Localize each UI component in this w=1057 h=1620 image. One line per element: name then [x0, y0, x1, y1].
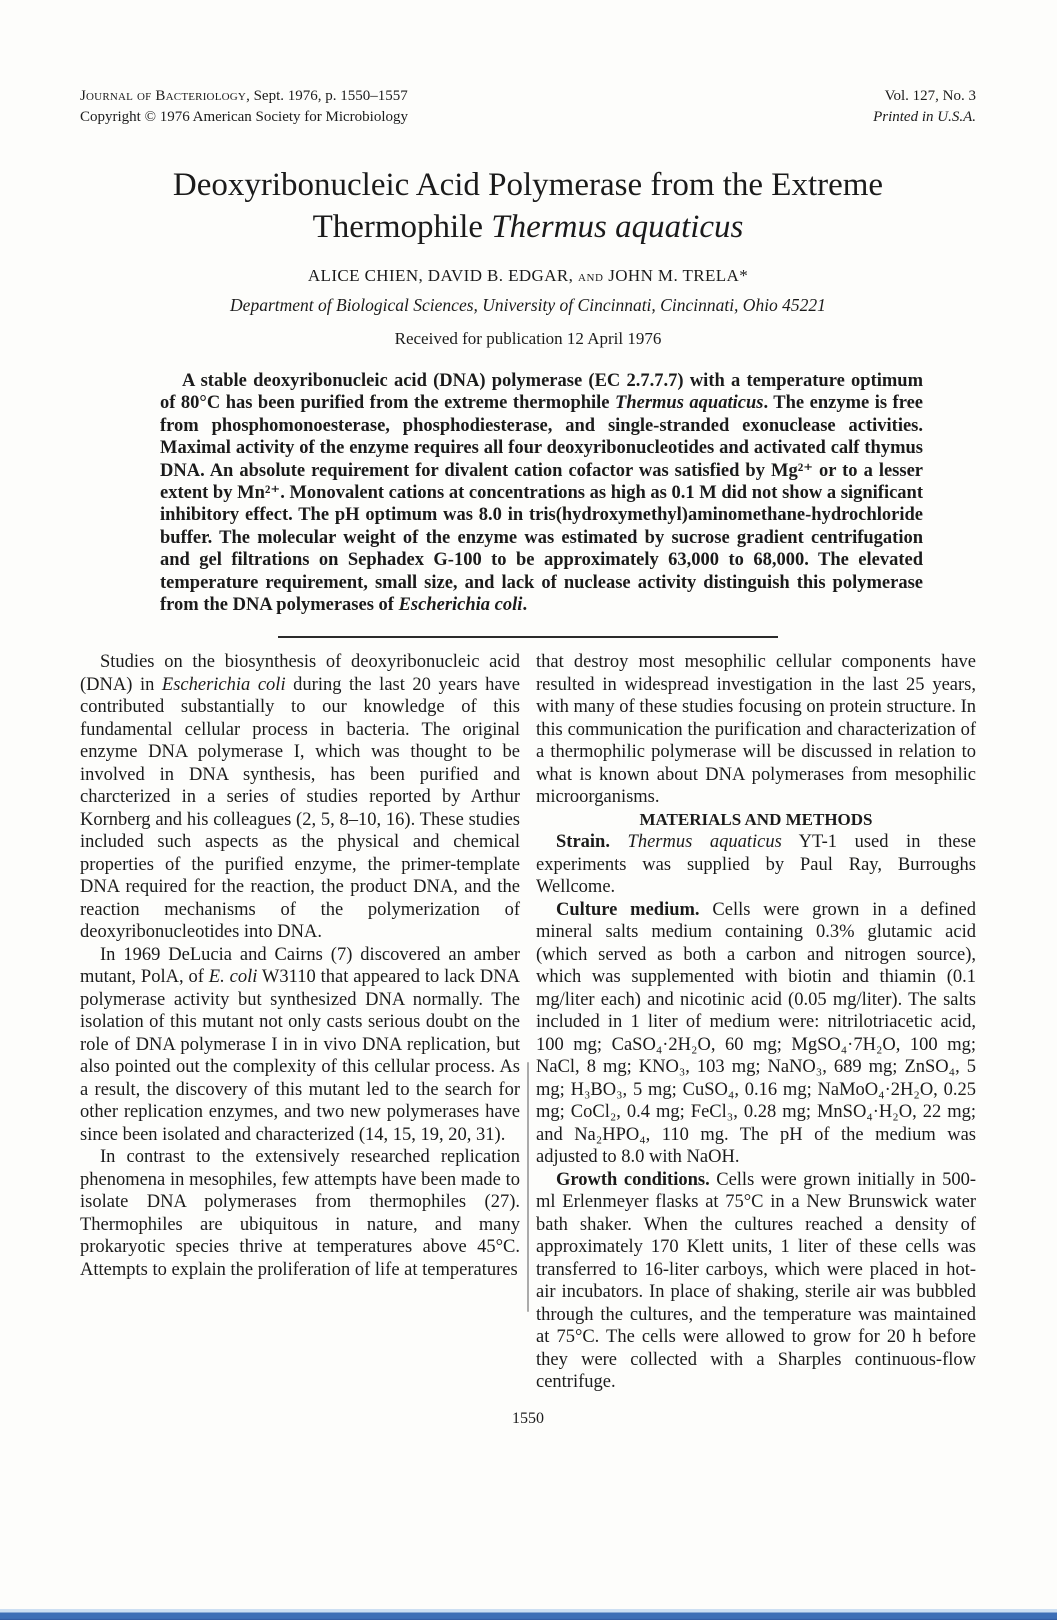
- title-line-1: Deoxyribonucleic Acid Polymerase from the Extreme: [172, 167, 884, 203]
- authors-part-1: ALICE CHIEN, DAVID B. EDGAR,: [307, 266, 574, 285]
- right-column: [536, 651, 976, 1394]
- header-left: [80, 86, 408, 128]
- page-number: 1550: [512, 1409, 544, 1427]
- paragraph-continuation: that destroy most mesophilic cellular components have resulted in widespread investigation in the last 25 years, with many of these studies focusing on protein structure. In this communication the purification and characterization of a thermophilic polymerase will be discussed in relation to what is known about DNA polymerases from mesophilic microorganisms.: [536, 652, 976, 808]
- paragraph: Strain. Thermus aquaticus YT-1 used in these experiments was supplied by Paul Ray, Burroughs Wellcome.: [536, 832, 977, 898]
- scan-gutter-artifact: [527, 1062, 529, 1312]
- volume-line: Vol. 127, No. 3: [884, 88, 976, 104]
- section-heading-materials-methods: MATERIALS AND METHODS: [639, 809, 873, 829]
- abstract-text: A stable deoxyribonucleic acid (DNA) polymerase (EC 2.7.7.7) with a temperature optimum of 80°C has been purified from the extreme thermophile Thermus aquaticus. The enzyme is free from phosphomonoesterase, phosphodiesterase, and single-stranded exonuclease activities. Maximal activity of the enzyme requires all four deoxyribonucleotides and activated calf thymus DNA. An absolute requirement for divalent cation cofactor was satisfied by Mg²⁺ or to a lesser extent by Mn²⁺. Monovalent cations at concentrations as high as 0.1 M did not show a significant inhibitory effect. The pH optimum was 8.0 in tris(hydroxymethyl)aminomethane-hydrochloride buffer. The molecular weight of the enzyme was estimated by sucrose gradient centrifugation and gel filtrations on Sephadex G-100 to be approximately 63,000 to 68,000. The elevated temperature requirement, small size, and lack of nuclease activity distinguish this polymerase from the DNA polymerases of Escherichia coli.: [160, 371, 924, 616]
- authors-and-word: and: [577, 269, 604, 285]
- received-note: Received for publication 12 April 1976: [394, 329, 662, 348]
- left-column: [80, 651, 520, 1394]
- title-line-2: Thermophile Thermus aquaticus: [312, 209, 744, 245]
- paragraph: In contrast to the extensively researched replication phenomena in mesophiles, few attempts have been made to isolate DNA polymerases from thermophiles (27). Thermophiles are ubiquitous in nature, and many prokaryotic species thrive at temperatures above 45°C. Attempts to explain the proliferation of life at temperatures: [80, 1147, 520, 1280]
- journal-issue-line: [80, 86, 408, 107]
- affiliation: Department of Biological Sciences, University of Cincinnati, Cincinnati, Ohio 45221: [230, 295, 826, 315]
- paragraph: In 1969 DeLucia and Cairns (7) discovered an amber mutant, PolA, of E. coli W3110 that appeared to lack DNA polymerase activity but synthesized DNA normally. The isolation of this mutant not only casts serious doubt on the role of DNA polymerase I in in vivo DNA replication, but also pointed out the complexity of this cellular process. As a result, the discovery of this mutant led to the search for other replication enzymes, and two new polymerases have since been isolated and characterized (14, 15, 19, 20, 31).: [80, 944, 520, 1145]
- authors-part-2: JOHN M. TRELA*: [608, 266, 749, 285]
- journal-name: Journal of Bacteriology: [80, 88, 247, 104]
- authors-line: [80, 266, 976, 286]
- paper-title: [80, 164, 976, 248]
- paragraph: Culture medium. Cells were grown in a defined mineral salts medium containing 0.3% glutamic acid (which served as both a carbon and nitrogen source), which was supplemented with biotin and thiamin (0.1 mg/liter each) and nicotinic acid (0.05 mg/liter). The salts included in 1 liter of medium were: nitrilotriacetic acid, 100 mg; CaSO₄·2H₂O, 60 mg; MgSO₄·7H₂O, 100 mg; NaCl, 8 mg; KNO₃, 103 mg; NaNO₃, 689 mg; ZnSO₄, 5 mg; H₃BO₃, 5 mg; CuSO₄, 0.16 mg; NaMoO₄·2H₂O, 0.25 mg; CoCl₂, 0.4 mg; FeCl₃, 0.28 mg; MnSO₄·H₂O, 22 mg; and Na₂HPO₄, 110 mg. The pH of the medium was adjusted to 8.0 with NaOH.: [536, 899, 976, 1168]
- issue-info: , Sept. 1976, p. 1550–1557: [246, 88, 408, 104]
- page-header: [80, 86, 976, 128]
- header-right: [873, 86, 976, 128]
- paragraph: Studies on the biosynthesis of deoxyribonucleic acid (DNA) in Escherichia coli during the last 20 years have contributed substantially to our knowledge of this fundamental cellular process in bacteria. The original enzyme DNA polymerase I, which was thought to be involved in DNA synthesis, has been purified and charcterized in a series of studies reported by Arthur Kornberg and his colleagues (2, 5, 8–10, 16). These studies included such aspects as the physical and chemical properties of the purified enzyme, the primer-template DNA required for the reaction, the product DNA, and the reaction mechanisms of the polymerization of deoxyribonucleotides into DNA.: [80, 652, 521, 943]
- printed-in-line: Printed in U.S.A.: [873, 109, 976, 125]
- footer-bar: [0, 1609, 1057, 1620]
- copyright-line: Copyright © 1976 American Society for Microbiology: [80, 109, 409, 125]
- paragraph: Growth conditions. Cells were grown initially in 500-ml Erlenmeyer flasks at 75°C in a New Brunswick water bath shaker. When the cultures reached a density of approximately 170 Klett units, 1 liter of these cells was transferred to 16-liter carboys, which were placed in hot-air incubators. In place of shaking, sterile air was bubbled through the cultures, and the temperature was maintained at 75°C. The cells were allowed to grow for 20 h before they were collected with a Sharples continuous-flow centrifuge.: [536, 1169, 976, 1393]
- abstract-divider: [278, 636, 778, 638]
- abstract: [160, 370, 923, 616]
